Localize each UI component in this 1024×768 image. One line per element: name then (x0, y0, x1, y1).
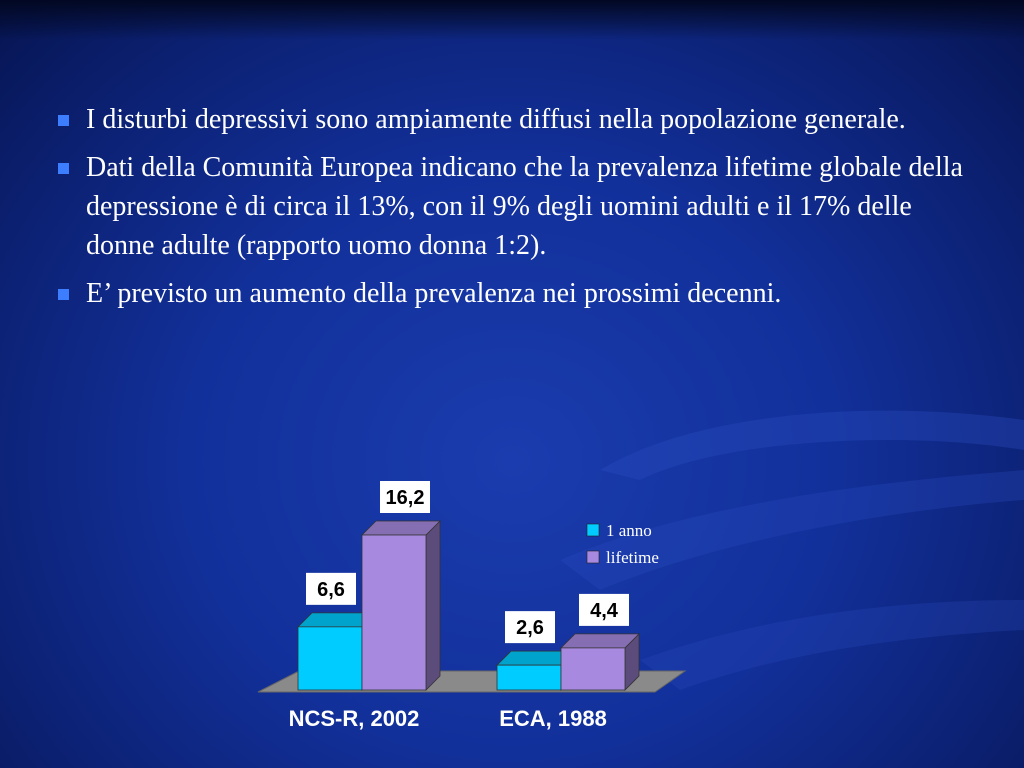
bar-1anno (497, 665, 561, 690)
category-label: ECA, 1988 (499, 706, 607, 731)
legend-swatch (587, 551, 599, 563)
legend-entry: lifetime (606, 548, 659, 567)
bar-1anno (298, 627, 362, 690)
category-label: NCS-R, 2002 (288, 706, 420, 731)
data-label: 4,4 (590, 599, 618, 622)
legend-entry: 1 anno (606, 521, 652, 540)
bullet-text: I disturbi depressivi sono ampiamente diffusi nella popolazione generale. (86, 104, 906, 135)
bar-top-lifetime (561, 634, 639, 648)
bar-top-lifetime (362, 521, 440, 535)
legend-swatch (587, 524, 599, 536)
data-label: 2,6 (516, 617, 544, 640)
bullet-text: Dati della Comunità Europea indicano che la prevalenza lifetime globale della depressione è di circa il 13%, con il 9% degli uomini adulti e il 17% delle donne adulte (rapporto uomo donna 1:2). (86, 152, 963, 261)
bar-lifetime (561, 648, 625, 690)
bullet-text: E’ previsto un aumento della prevalenza nei prossimi decenni. (86, 278, 782, 309)
bar-side-lifetime (426, 521, 440, 690)
data-label: 6,6 (317, 578, 345, 601)
bar-lifetime (362, 535, 426, 690)
data-label: 16,2 (385, 487, 425, 509)
